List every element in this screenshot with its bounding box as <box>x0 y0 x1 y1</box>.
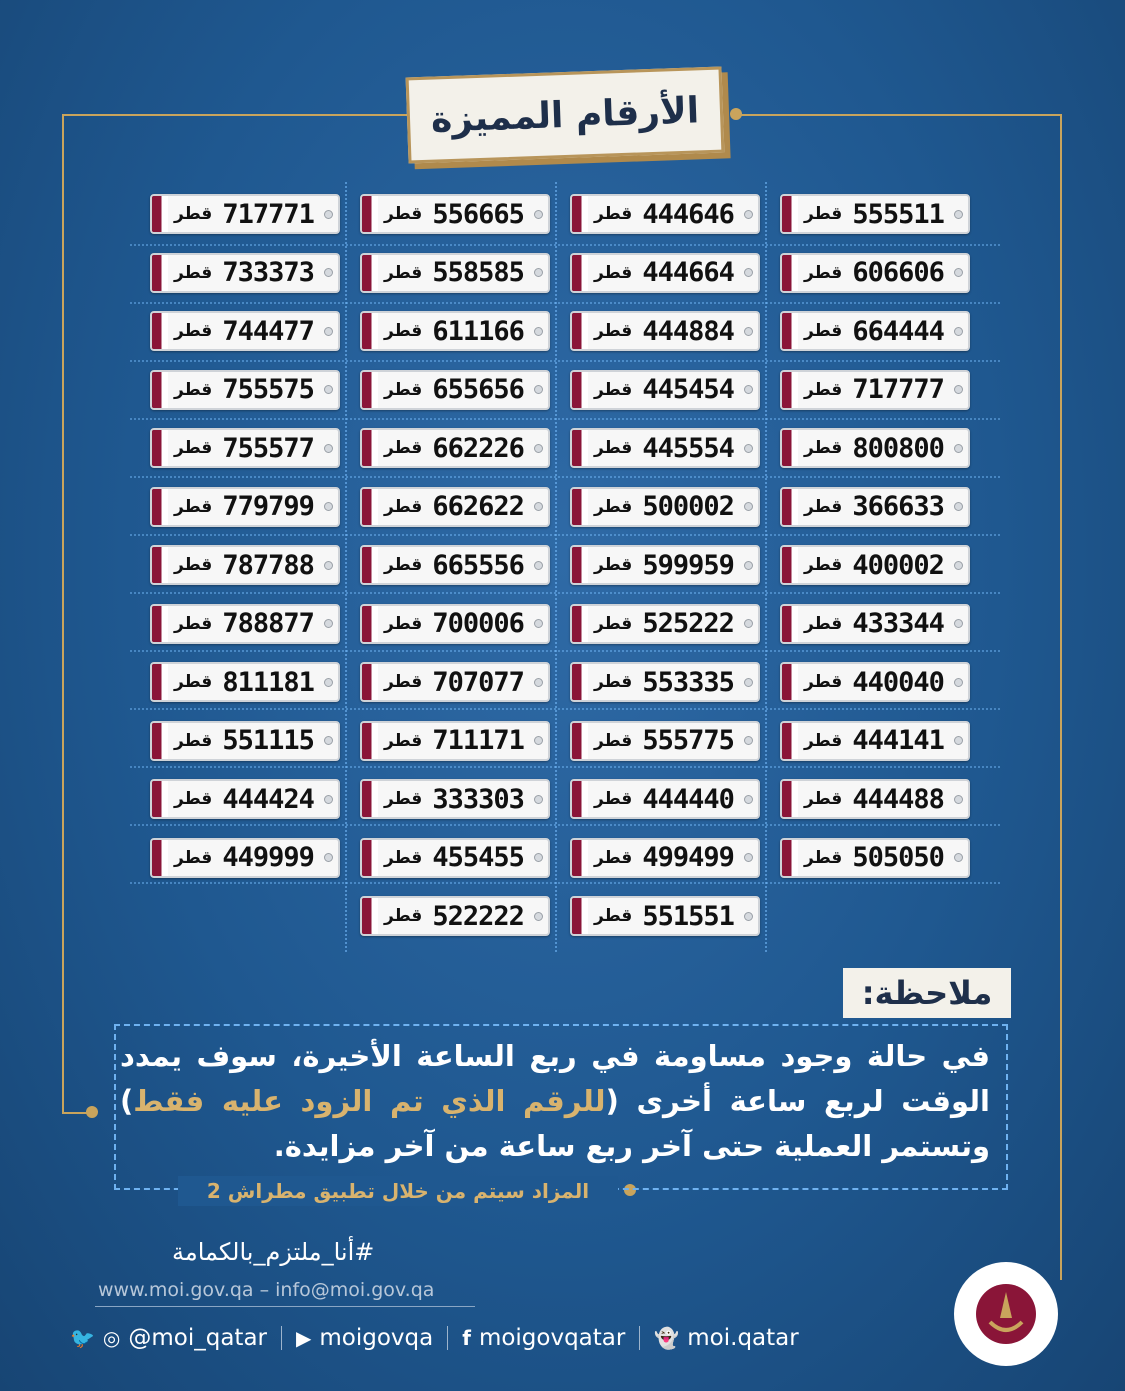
plate-bolt-icon <box>324 385 333 394</box>
plate-number: 445454 <box>642 374 734 405</box>
plate-bolt-icon <box>954 210 963 219</box>
plate-flag-icon <box>362 255 378 291</box>
plate-number: 788877 <box>222 608 314 639</box>
plate-flag-icon <box>782 840 798 876</box>
plate-number: 440040 <box>852 666 944 698</box>
frame-dot-top-right <box>730 108 742 120</box>
plate-number: 444141 <box>852 725 944 756</box>
plate-country: قطر <box>804 204 843 224</box>
plate-bolt-icon <box>534 385 543 394</box>
plate-number: 505050 <box>852 842 944 873</box>
twitter-icon[interactable]: 🐦 <box>70 1326 95 1350</box>
social-handle-facebook[interactable]: moigovqatar <box>478 1325 626 1351</box>
plate-bolt-icon <box>324 853 333 862</box>
plate-flag-icon <box>152 840 168 876</box>
license-plate <box>360 721 550 761</box>
plate-country: قطر <box>594 789 633 809</box>
license-plate <box>360 487 550 527</box>
social-handle-twitter[interactable]: @moi_qatar <box>128 1325 267 1351</box>
plate-flag-icon <box>362 313 378 349</box>
license-plate <box>570 487 760 527</box>
plate-flag-icon <box>572 489 588 525</box>
plate-flag-icon <box>782 313 798 349</box>
plate-bolt-icon <box>954 619 963 628</box>
plate-bolt-icon <box>534 502 543 511</box>
plate-number: 811181 <box>222 666 314 698</box>
plate-bolt-icon <box>324 444 333 453</box>
plate-number: 555775 <box>642 725 734 756</box>
frame-top-left <box>62 114 407 116</box>
plate-country: قطر <box>804 730 843 751</box>
plate-flag-icon <box>152 606 168 642</box>
plate-number: 599959 <box>642 549 734 581</box>
plate-bolt-icon <box>744 795 753 804</box>
plate-flag-icon <box>572 313 588 349</box>
plate-country: قطر <box>804 438 843 458</box>
plate-number: 333303 <box>432 783 524 815</box>
note-label: ملاحظة: <box>861 974 993 1012</box>
plate-bolt-icon <box>954 853 963 862</box>
plate-country: قطر <box>174 847 213 868</box>
note-label-box <box>843 968 1011 1018</box>
license-plate <box>150 779 340 819</box>
plate-number: 611166 <box>432 315 524 347</box>
plate-bolt-icon <box>744 268 753 277</box>
note-text <box>120 1034 990 1169</box>
plate-country: قطر <box>594 613 633 634</box>
plate-country: قطر <box>174 438 213 458</box>
plate-number: 755577 <box>222 432 314 464</box>
license-plate <box>360 311 550 351</box>
plate-bolt-icon <box>324 795 333 804</box>
license-plate <box>360 194 550 234</box>
plate-flag-icon <box>782 664 798 700</box>
plate-bolt-icon <box>534 912 543 921</box>
frame-right <box>1060 114 1062 1280</box>
plate-flag-icon <box>572 840 588 876</box>
license-plate <box>780 721 970 761</box>
plate-number: 717771 <box>222 198 314 230</box>
hashtag[interactable]: #أنا_ملتزم_بالكمامة <box>172 1238 375 1266</box>
frame-top-right <box>740 114 1060 116</box>
license-plate <box>780 194 970 234</box>
plate-number: 733373 <box>222 257 314 288</box>
license-plate <box>780 487 970 527</box>
plate-country: قطر <box>594 847 633 868</box>
plate-flag-icon <box>362 606 378 642</box>
license-plate <box>570 194 760 234</box>
plate-number: 366633 <box>852 491 944 522</box>
social-bar <box>70 1318 799 1358</box>
plate-bolt-icon <box>324 561 333 570</box>
plate-bolt-icon <box>744 385 753 394</box>
plate-flag-icon <box>152 255 168 291</box>
license-plate <box>780 779 970 819</box>
plate-country: قطر <box>384 438 423 458</box>
facebook-icon[interactable]: f <box>462 1326 471 1350</box>
plate-bolt-icon <box>534 736 543 745</box>
plate-flag-icon <box>362 430 378 466</box>
license-plate <box>780 253 970 293</box>
plate-country: قطر <box>804 555 843 575</box>
plate-country: قطر <box>594 379 633 400</box>
plate-flag-icon <box>152 489 168 525</box>
plate-flag-icon <box>152 547 168 583</box>
plate-number: 655656 <box>432 374 524 405</box>
plate-flag-icon <box>362 781 378 817</box>
plate-flag-icon <box>152 664 168 700</box>
plate-number: 744477 <box>222 315 314 347</box>
plate-country: قطر <box>384 847 423 868</box>
plate-country: قطر <box>384 262 423 283</box>
license-plate <box>360 896 550 936</box>
plate-country: قطر <box>174 262 213 283</box>
website-email[interactable]: www.moi.gov.qa – info@moi.gov.qa <box>98 1279 435 1301</box>
plate-country: قطر <box>594 438 633 458</box>
license-plate <box>360 253 550 293</box>
plate-flag-icon <box>572 196 588 232</box>
plate-number: 787788 <box>222 549 314 581</box>
plate-country: قطر <box>174 789 213 809</box>
plate-flag-icon <box>572 664 588 700</box>
license-plate <box>570 721 760 761</box>
plate-bolt-icon <box>744 853 753 862</box>
plate-number: 444646 <box>642 198 734 230</box>
note-text-part2: ) وتستمر العملية حتى آخر ربع ساعة من آخر مزايدة. <box>120 1084 990 1163</box>
plate-number: 700006 <box>432 608 524 639</box>
social-handle-youtube[interactable]: moigovqa <box>319 1325 434 1351</box>
plate-country: قطر <box>804 847 843 868</box>
plate-flag-icon <box>572 898 588 934</box>
social-handle-snapchat[interactable]: moi.qatar <box>687 1325 799 1351</box>
plate-number: 606606 <box>852 257 944 288</box>
plate-flag-icon <box>782 606 798 642</box>
plate-flag-icon <box>782 547 798 583</box>
frame-dot-bottom-left <box>86 1106 98 1118</box>
plate-number: 555511 <box>852 198 944 230</box>
plate-country: قطر <box>174 613 213 634</box>
plate-flag-icon <box>782 430 798 466</box>
plate-flag-icon <box>362 372 378 408</box>
plate-number: 525222 <box>642 608 734 639</box>
plate-number: 455455 <box>432 842 524 873</box>
plate-number: 551551 <box>642 900 734 932</box>
instagram-icon[interactable]: ◎ <box>102 1326 121 1350</box>
plate-flag-icon <box>362 547 378 583</box>
plate-flag-icon <box>152 430 168 466</box>
license-plate <box>570 545 760 585</box>
plate-flag-icon <box>362 489 378 525</box>
license-plate <box>780 604 970 644</box>
frame-left <box>62 114 64 1112</box>
plate-bolt-icon <box>534 327 543 336</box>
plate-number: 665556 <box>432 549 524 581</box>
plate-country: قطر <box>174 379 213 400</box>
plate-number: 444424 <box>222 783 314 815</box>
plate-flag-icon <box>782 372 798 408</box>
license-plate <box>570 896 760 936</box>
plate-bolt-icon <box>954 795 963 804</box>
plate-country: قطر <box>384 613 423 634</box>
plate-bolt-icon <box>744 678 753 687</box>
license-plate <box>360 604 550 644</box>
plate-bolt-icon <box>954 736 963 745</box>
plate-number: 444440 <box>642 783 734 815</box>
license-plate <box>570 370 760 410</box>
plate-country: قطر <box>594 555 633 575</box>
plate-country: قطر <box>384 730 423 751</box>
footer-divider <box>95 1306 475 1307</box>
plate-number: 449999 <box>222 842 314 873</box>
plate-country: قطر <box>594 204 633 224</box>
plate-country: قطر <box>594 906 633 926</box>
auction-note: المزاد سيتم من خلال تطبيق مطراش 2 <box>178 1176 618 1206</box>
plate-number: 433344 <box>852 608 944 639</box>
plate-number: 551115 <box>222 725 314 756</box>
plate-bolt-icon <box>744 736 753 745</box>
plate-number: 755575 <box>222 374 314 405</box>
plate-flag-icon <box>782 255 798 291</box>
plate-country: قطر <box>594 730 633 751</box>
plate-flag-icon <box>572 430 588 466</box>
license-plate <box>780 311 970 351</box>
license-plate <box>780 838 970 878</box>
license-plate <box>360 838 550 878</box>
plate-flag-icon <box>152 781 168 817</box>
license-plate <box>360 545 550 585</box>
plate-flag-icon <box>572 781 588 817</box>
plate-bolt-icon <box>534 444 543 453</box>
plate-bolt-icon <box>954 678 963 687</box>
license-plate <box>150 721 340 761</box>
license-plate <box>570 662 760 702</box>
license-plate <box>360 370 550 410</box>
license-plate <box>150 194 340 234</box>
plate-number: 444488 <box>852 783 944 815</box>
plate-bolt-icon <box>324 678 333 687</box>
plate-number: 445554 <box>642 432 734 464</box>
plate-bolt-icon <box>534 268 543 277</box>
license-plate <box>150 604 340 644</box>
plate-country: قطر <box>174 672 213 692</box>
license-plate <box>360 428 550 468</box>
plate-country: قطر <box>384 789 423 809</box>
plate-bolt-icon <box>744 912 753 921</box>
moi-emblem <box>950 1258 1062 1370</box>
plate-flag-icon <box>152 313 168 349</box>
plate-bolt-icon <box>954 268 963 277</box>
plate-number: 662226 <box>432 432 524 464</box>
license-plate <box>570 311 760 351</box>
plate-flag-icon <box>782 781 798 817</box>
plate-bolt-icon <box>534 678 543 687</box>
plates-grid <box>130 182 1000 952</box>
page-title: الأرقام المميزة <box>430 89 700 141</box>
plate-bolt-icon <box>534 795 543 804</box>
plate-country: قطر <box>174 204 213 224</box>
plate-number: 800800 <box>852 432 944 464</box>
plate-flag-icon <box>362 840 378 876</box>
snapchat-icon[interactable]: 👻 <box>654 1326 680 1350</box>
plate-flag-icon <box>152 196 168 232</box>
license-plate <box>150 311 340 351</box>
license-plate <box>570 779 760 819</box>
plate-flag-icon <box>782 489 798 525</box>
license-plate <box>150 370 340 410</box>
plate-bolt-icon <box>744 619 753 628</box>
plate-number: 522222 <box>432 900 524 932</box>
plate-flag-icon <box>782 723 798 759</box>
license-plate <box>780 428 970 468</box>
plate-flag-icon <box>782 196 798 232</box>
plate-country: قطر <box>174 496 213 517</box>
plate-country: قطر <box>594 496 633 517</box>
plate-number: 499499 <box>642 842 734 873</box>
plate-bolt-icon <box>534 619 543 628</box>
license-plate <box>570 253 760 293</box>
plate-flag-icon <box>362 664 378 700</box>
plate-bolt-icon <box>954 444 963 453</box>
license-plate <box>780 662 970 702</box>
plate-bolt-icon <box>324 619 333 628</box>
plate-bolt-icon <box>744 210 753 219</box>
plate-country: قطر <box>384 379 423 400</box>
plate-number: 707077 <box>432 666 524 698</box>
title-box <box>406 67 725 164</box>
license-plate <box>150 838 340 878</box>
plate-bolt-icon <box>954 385 963 394</box>
plate-number: 558585 <box>432 257 524 288</box>
plate-country: قطر <box>594 262 633 283</box>
license-plate <box>570 838 760 878</box>
plate-country: قطر <box>384 496 423 517</box>
plate-bolt-icon <box>954 327 963 336</box>
plate-number: 556665 <box>432 198 524 230</box>
license-plate <box>150 662 340 702</box>
plate-bolt-icon <box>534 561 543 570</box>
youtube-icon[interactable]: ▶ <box>296 1326 312 1350</box>
plate-country: قطر <box>174 730 213 751</box>
plate-country: قطر <box>804 613 843 634</box>
plate-number: 500002 <box>642 491 734 522</box>
plate-country: قطر <box>804 496 843 517</box>
plate-flag-icon <box>362 196 378 232</box>
plate-country: قطر <box>384 204 423 224</box>
plate-number: 664444 <box>852 315 944 347</box>
license-plate <box>570 428 760 468</box>
plate-country: قطر <box>804 789 843 809</box>
plate-bolt-icon <box>324 502 333 511</box>
plate-flag-icon <box>152 723 168 759</box>
plate-country: قطر <box>384 672 423 692</box>
plate-country: قطر <box>804 321 843 341</box>
plate-country: قطر <box>174 555 213 575</box>
plate-bolt-icon <box>534 853 543 862</box>
plate-bolt-icon <box>324 268 333 277</box>
plate-country: قطر <box>804 672 843 692</box>
license-plate <box>150 253 340 293</box>
plate-country: قطر <box>594 672 633 692</box>
plate-number: 444884 <box>642 315 734 347</box>
plate-number: 553335 <box>642 666 734 698</box>
plate-bolt-icon <box>744 502 753 511</box>
plate-number: 779799 <box>222 491 314 522</box>
license-plate <box>150 428 340 468</box>
plate-flag-icon <box>362 723 378 759</box>
plate-country: قطر <box>174 321 213 341</box>
plate-flag-icon <box>152 372 168 408</box>
plate-number: 711171 <box>432 725 524 756</box>
plate-country: قطر <box>384 321 423 341</box>
plate-bolt-icon <box>324 210 333 219</box>
plate-bolt-icon <box>744 561 753 570</box>
plate-number: 662622 <box>432 491 524 522</box>
plate-bolt-icon <box>954 502 963 511</box>
plate-flag-icon <box>572 606 588 642</box>
plate-country: قطر <box>384 906 423 926</box>
license-plate <box>150 545 340 585</box>
license-plate <box>360 662 550 702</box>
plate-bolt-icon <box>324 327 333 336</box>
plate-bolt-icon <box>744 444 753 453</box>
plate-country: قطر <box>804 379 843 400</box>
note-text-part1: في حالة وجود مساومة في ربع الساعة الأخيرة، سوف يمدد الوقت لربع ساعة أخرى ( <box>120 1039 990 1118</box>
license-plate <box>780 370 970 410</box>
plate-number: 444664 <box>642 257 734 288</box>
plate-country: قطر <box>384 555 423 575</box>
license-plate <box>150 487 340 527</box>
plate-country: قطر <box>804 262 843 283</box>
plate-bolt-icon <box>744 327 753 336</box>
plate-bolt-icon <box>534 210 543 219</box>
plate-flag-icon <box>362 898 378 934</box>
license-plate <box>780 545 970 585</box>
license-plate <box>570 604 760 644</box>
plate-number: 400002 <box>852 549 944 581</box>
note-text-highlight: للرقم الذي تم الزود عليه فقط <box>133 1084 606 1118</box>
plate-bolt-icon <box>324 736 333 745</box>
plate-flag-icon <box>572 372 588 408</box>
plate-bolt-icon <box>954 561 963 570</box>
plate-country: قطر <box>594 321 633 341</box>
license-plate <box>360 779 550 819</box>
plate-flag-icon <box>572 255 588 291</box>
plate-flag-icon <box>572 547 588 583</box>
plate-number: 717777 <box>852 374 944 405</box>
plate-flag-icon <box>572 723 588 759</box>
